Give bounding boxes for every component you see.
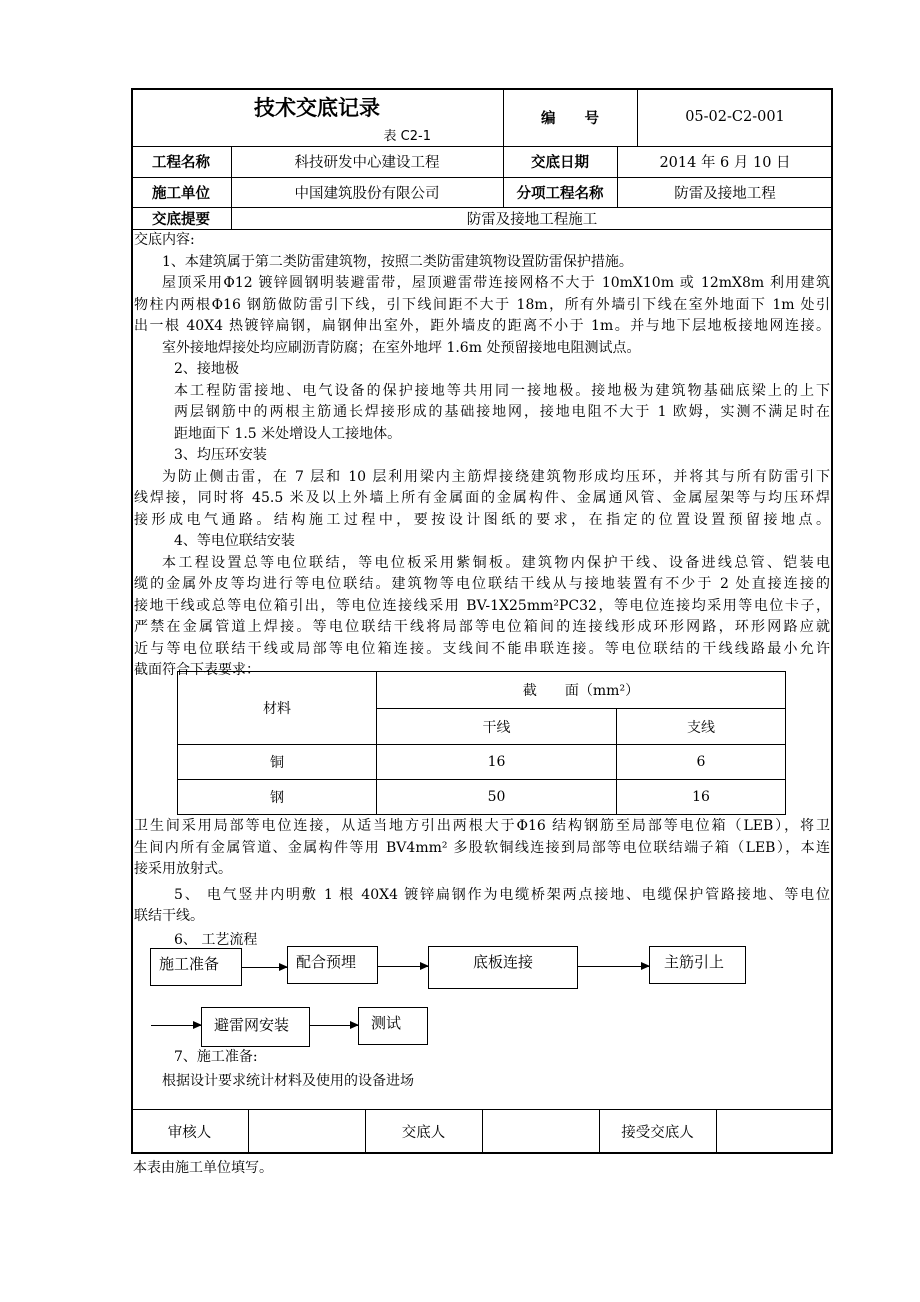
section-6-heading: 6、 工艺流程 <box>174 931 258 948</box>
paragraph-line: 严禁在金属管道上焊接。等电位联结干线将局部等电位箱间的连接线形成环形网路，环形网路应就 <box>134 619 830 635</box>
content-body-3 <box>134 1047 830 1092</box>
material-cell: 钢 <box>178 780 377 815</box>
material-cell: 铜 <box>178 745 377 780</box>
subitem-value: 防雷及接地工程 <box>674 185 776 202</box>
col-main-header: 干线 <box>377 709 617 745</box>
paragraph-line: 为防止侧击雷，在 7 层和 10 层利用梁内主筋焊接绕建筑物形成均压环，并将其与所有防雷引下 <box>162 468 830 485</box>
paragraph-line: 本工程防雷接地、电气设备的保护接地等共用同一接地极。接地极为建筑物基础底梁上的上下 <box>174 382 830 399</box>
paragraph-line: 接地干线或总等电位箱引出，等电位连接线采用 BV-1X25mm²PC32，等电位连接均采用等电位卡子， <box>134 597 830 614</box>
paragraph-line: 室外接地焊接处均应刷沥青防腐；在室外地坪 1.6m 处预留接地电阻测试点。 <box>162 339 641 356</box>
paragraph-line: 本工程设置总等电位联结，等电位板采用紫铜板。建筑物内保护干线、设备进线总管、铠装电 <box>162 554 830 571</box>
flow-arrow <box>378 966 428 967</box>
main-cell: 50 <box>377 780 617 815</box>
section-7-heading: 7、施工准备: <box>174 1049 258 1065</box>
flow-arrow <box>578 966 649 967</box>
project-name: 科技研发中心建设工程 <box>294 155 440 171</box>
footer-note: 本表由施工单位填写。 <box>133 1160 273 1176</box>
section-2-heading: 2、接地极 <box>174 361 239 377</box>
date-value: 2014 年 6 月 10 日 <box>659 155 791 171</box>
paragraph-line: 距地面下 1.5 米处增设人工接地体。 <box>174 425 402 442</box>
section-3-heading: 3、均压环安装 <box>174 447 267 463</box>
project-name-label: 工程名称 <box>152 155 210 171</box>
number-label: 编 号 <box>541 110 599 127</box>
paragraph-line: 接形成电气通路。结构施工过程中，要按设计图纸的要求，在指定的位置设置预留接地点。 <box>134 511 830 528</box>
flow-step-5: 避雷网安装 <box>201 1007 310 1047</box>
section-1: 1、本建筑属于第二类防雷建筑物，按照二类防雷建筑物设置防雷保护措施。 <box>162 253 633 270</box>
flow-arrow <box>151 1025 201 1026</box>
paragraph-line: 屋顶采用Φ12 镀锌圆钢明装避雷带，屋顶避雷带连接网格不大于 10mX10m 或 12mX8m 利用建筑 <box>162 275 830 291</box>
form-number: 表 C2-1 <box>383 128 431 144</box>
content-heading: 交底内容: <box>134 232 195 248</box>
paragraph-line: 两层钢筋中的两根主筋通长焊接形成的基础接地网，接地电阻不大于 1 欧姆，实测不满足时在 <box>174 404 830 420</box>
sig-col-divider <box>716 1109 717 1154</box>
table-row <box>178 745 786 780</box>
branch-cell: 6 <box>617 745 786 780</box>
flow-step-3: 底板连接 <box>428 946 578 989</box>
table-row <box>178 780 786 815</box>
paragraph-line: 线焊接，同时将 45.5 米及以上外墙上所有金属面的金属构件、金属通风管、金属屋架等与均压环焊 <box>134 490 830 506</box>
section-7-text: 根据设计要求统计材料及使用的设备进场 <box>162 1072 414 1089</box>
date-label: 交底日期 <box>531 155 589 171</box>
paragraph-line: 接采用放射式。 <box>134 861 232 877</box>
summary-label: 交底提要 <box>152 211 210 228</box>
paragraph-line: 生间内所有金属管道、金属构件等用 BV4mm² 多股软铜线连接到局部等电位联结端子箱（LEB），本连 <box>134 839 830 856</box>
reviewer-label: 审核人 <box>167 1125 212 1141</box>
paragraph-line: 近与等电位联结干线或局部等电位箱连接。支线间不能串联连接。等电位联结的干线线路最小允许 <box>134 640 830 657</box>
col-branch-header: 支线 <box>617 709 786 745</box>
subitem-label: 分项工程名称 <box>516 185 604 202</box>
flow-step-4: 主筋引上 <box>649 946 746 984</box>
main-cell: 16 <box>377 745 617 780</box>
sig-col-divider <box>248 1109 249 1154</box>
contractor-label: 施工单位 <box>152 185 210 202</box>
paragraph-line: 物柱内两根Φ16 钢筋做防雷引下线，引下线间距不大于 18m，所有外墙引下线在室外地面下 1m 处引 <box>134 296 830 313</box>
content-body <box>134 230 830 682</box>
paragraph-line: 联结干线。 <box>134 908 204 924</box>
col-section-header: 截 面（mm²） <box>377 672 786 709</box>
form-title: 技术交底记录 <box>254 96 380 120</box>
contractor-value: 中国建筑股份有限公司 <box>294 185 440 202</box>
flow-arrow <box>242 967 287 968</box>
flow-step-1: 施工准备 <box>150 948 242 986</box>
section-4-heading: 4、等电位联结安装 <box>174 533 295 549</box>
sig-col-divider <box>482 1109 483 1154</box>
paragraph-line: 缆的金属外皮等均进行等电位联结。建筑物等电位联结干线从与接地装置有不少于 2 处直接连接的 <box>134 576 830 592</box>
section-5: 5、 电气竖井内明敷 1 根 40X4 镀锌扁钢作为电缆桥架两点接地、电缆保护管路接地、等电位 <box>174 886 830 903</box>
number-value: 05-02-C2-001 <box>685 109 785 125</box>
paragraph-line: 出一根 40X4 热镀锌扁钢，扁钢伸出室外，距外墙皮的距离不小于 1m。并与地下层地板接地网连接。 <box>134 318 830 334</box>
branch-cell: 16 <box>617 780 786 815</box>
paragraph-line: 卫生间采用局部等电位连接，从适当地方引出两根大于Φ16 结构钢筋至局部等电位箱（LEB），将卫 <box>134 818 830 834</box>
summary-value: 防雷及接地工程施工 <box>466 211 598 228</box>
content-body-2 <box>134 816 830 951</box>
flow-arrow <box>310 1025 358 1026</box>
receiver-label: 接受交底人 <box>621 1125 694 1141</box>
paragraph-line: 截面符合下表要求： <box>134 662 260 678</box>
col-material-header: 材料 <box>178 672 377 745</box>
flow-step-6: 测试 <box>358 1007 428 1045</box>
cross-section-table <box>177 671 786 815</box>
presenter-label: 交底人 <box>401 1125 446 1141</box>
flow-step-2: 配合预埋 <box>287 946 378 984</box>
